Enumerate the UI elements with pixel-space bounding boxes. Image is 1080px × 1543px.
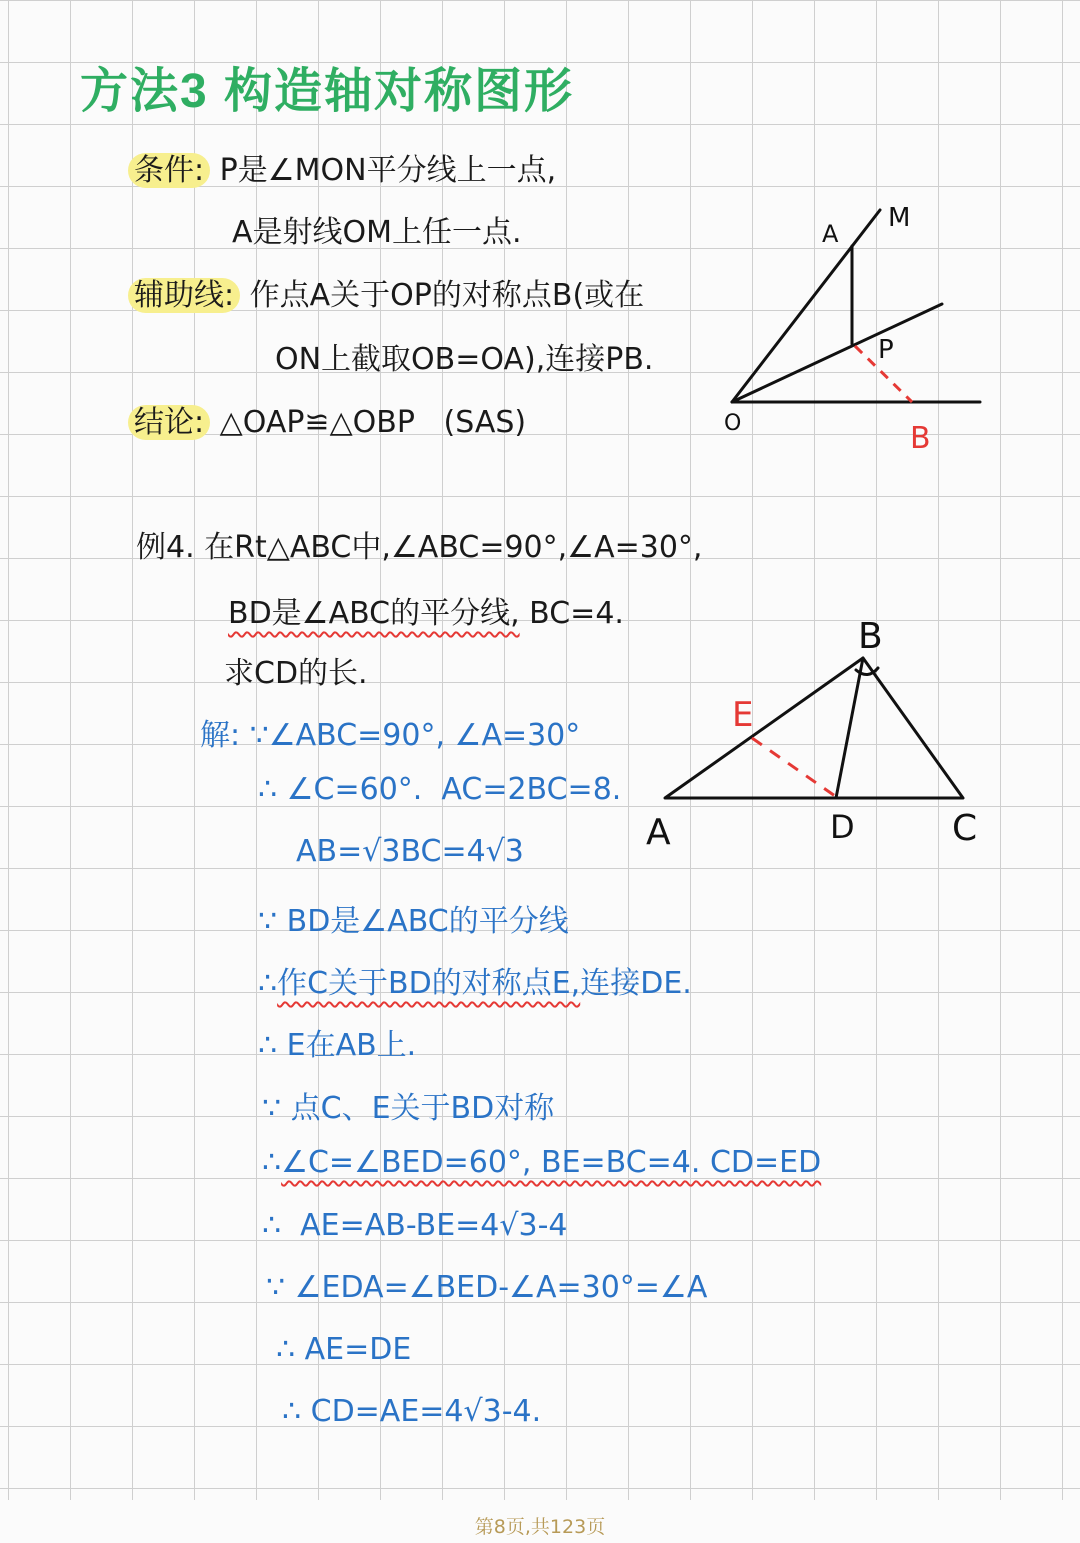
label-c: C (952, 808, 978, 849)
example-line2-rest: BC=4. (519, 596, 624, 631)
page-footer: 第8页,共123页 (474, 1516, 606, 1538)
solution-line5-row (258, 958, 692, 1002)
condition-line1: P是∠MON平分线上一点, (219, 153, 557, 188)
angle-bisector-diagram (700, 190, 1000, 460)
solution-line1-row (200, 710, 580, 754)
solution-line5-rest: 连接DE. (580, 966, 692, 1001)
bisector-op (732, 304, 942, 402)
condition-label: 条件: (128, 153, 210, 188)
segment-de-dashed (752, 738, 835, 796)
label-a: A (822, 220, 839, 248)
solution-line6: ∴ E在AB上. (258, 1028, 417, 1063)
conclusion-text: △OAP≌△OBP (SAS) (219, 405, 527, 440)
example-line2-underlined: BD是∠ABC的平分线, (228, 596, 520, 631)
conclusion-row (128, 397, 526, 441)
label-a: A (646, 812, 671, 853)
solution-line11: ∴ AE=DE (276, 1332, 412, 1367)
label-m: M (888, 203, 911, 233)
solution-line8-prefix: ∴ (262, 1145, 282, 1180)
label-b: B (858, 616, 883, 657)
example-line3: 求CD的长. (224, 656, 368, 691)
solution-line9: ∴ AE=AB-BE=4√3-4 (262, 1208, 568, 1243)
conclusion-label: 结论: (128, 405, 210, 440)
triangle-diagram (630, 600, 1010, 860)
triangle-abc (665, 658, 963, 798)
example-label: 例4. (136, 530, 195, 565)
solution-line10: ∵ ∠EDA=∠BED-∠A=30°=∠A (266, 1270, 708, 1305)
solution-line1: ∵∠ABC=90°, ∠A=30° (249, 718, 581, 753)
solution-line4: ∵ BD是∠ABC的平分线 (258, 904, 569, 939)
solution-line8-underlined: ∠C=∠BED=60°, BE=BC=4. CD=ED (281, 1145, 822, 1180)
label-e: E (732, 695, 754, 735)
solution-line5-underlined: 作C关于BD的对称点E, (277, 966, 581, 1001)
aux-label: 辅助线: (128, 278, 240, 313)
example-line1: 在Rt△ABC中,∠ABC=90°,∠A=30°, (204, 530, 703, 565)
segment-bd (836, 658, 863, 798)
label-b: B (910, 421, 931, 456)
label-d: D (830, 808, 855, 846)
solution-line12: ∴ CD=AE=4√3-4. (282, 1394, 542, 1429)
example-line1-row (136, 522, 702, 566)
solution-line2: ∴ ∠C=60°. AC=2BC=8. (258, 772, 622, 807)
label-p: P (878, 335, 894, 365)
solution-label: 解: (200, 718, 241, 753)
page-title: 方法3 构造轴对称图形 (80, 65, 575, 118)
aux-row (128, 270, 644, 314)
aux-line2: ON上截取OB=OA),连接PB. (275, 342, 654, 377)
ray-om (732, 210, 880, 402)
solution-line7: ∵ 点C、E关于BD对称 (262, 1091, 555, 1126)
solution-line3: AB=√3BC=4√3 (296, 834, 524, 869)
label-o: O (724, 411, 742, 436)
solution-line8-row (262, 1145, 821, 1180)
example-line2-row (228, 588, 624, 632)
aux-line1: 作点A关于OP的对称点B(或在 (249, 278, 645, 313)
condition-row (128, 145, 556, 189)
condition-line2: A是射线OM上任一点. (232, 215, 522, 250)
solution-line5-prefix: ∴ (258, 966, 278, 1001)
